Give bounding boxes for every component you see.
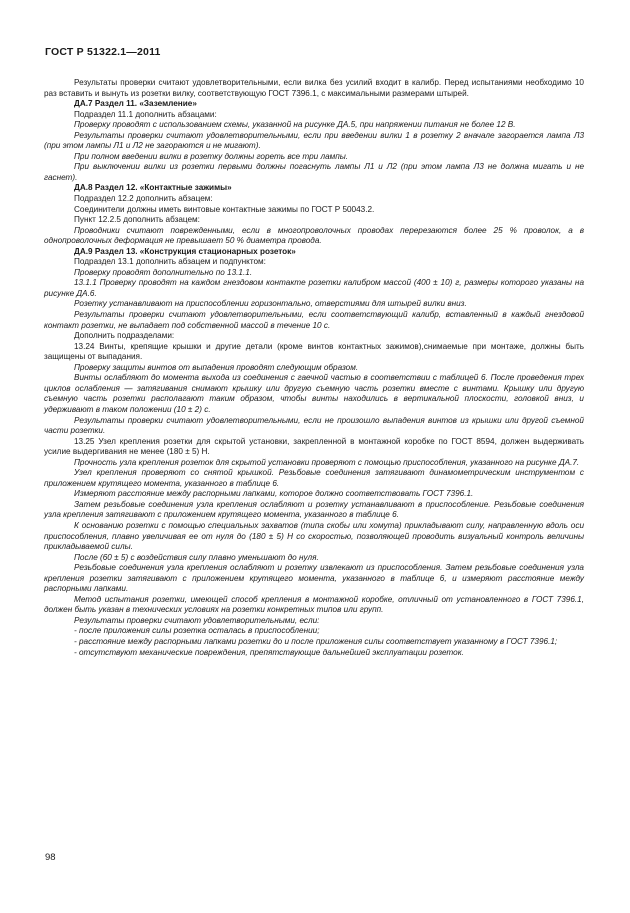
paragraph: 13.25 Узел крепления розетки для скрытой установки, закрепленной в монтажной коробке по ГОСТ 8594, должен выдерживать усилие выдергивания не менее (180 ± 5) Н. xyxy=(44,436,584,457)
paragraph: Результаты проверки считают удовлетворительными, если при введении вилки 1 в розетку 2 вначале загорается лампа Л3 (при этом лампы Л1 и Л2 не загораются и не мигают). xyxy=(44,130,584,151)
paragraph: Винты ослабляют до момента выхода из соединения с гаечной частью в соответствии с таблицей 6. После проведения трех циклов ослабления — затягивания снимают крышку или другую съемную часть розетки вместе с винтами. Крышку или другую съемную часть розетки располагают таким образом, чтобы винты находились в вертикальной плоскости, головкой вниз, и удерживают в таком положении (10 ± 2) с. xyxy=(44,373,584,414)
paragraph: Результаты проверки считают удовлетворительными, если соответствующий калибр, вставленный в каждый гнездовой контакт розетки, не выпадает под собственной массой в течение 10 с. xyxy=(44,310,584,330)
paragraph: Результаты проверки считают удовлетворительными, если вилка без усилий входит в калибр. Перед испытаниями необходимо 10 раз вставить и вынуть из розетки вилку, соответствующую ГОСТ 7396.1, с максимальными размерами штырей. xyxy=(44,78,584,98)
paragraph: 13.24 Винты, крепящие крышки и другие детали (кроме винтов контактных зажимов),снимаемые при монтаже, должны быть защищены от выпадания. xyxy=(44,341,584,362)
section-heading: ДА.7 Раздел 11. «Заземление» xyxy=(74,99,197,109)
paragraph: Розетку устанавливают на приспособлении горизонтально, отверстиями для штырей вилки вниз. xyxy=(74,299,467,309)
paragraph: При выключении вилки из розетки первыми должны погаснуть лампы Л1 и Л2 (при этом лампа Л3 не должна мигать и не гаснет). xyxy=(44,162,584,182)
paragraph: Затем резьбовые соединения узла крепления ослабляют и розетку устанавливают в приспособление. Резьбовые соединения узла крепления затягивают с приложением крутящего момента, указанного в таблице 6. xyxy=(44,499,584,520)
paragraph: Узел крепления проверяют со снятой крышкой. Резьбовые соединения затягивают динамометрическим инструментом с приложением крутящего момента, указанного в таблице 6. xyxy=(44,468,584,488)
paragraph: Результаты проверки считают удовлетворительными, если не произошло выпадения винтов из крышки или другой съемной части розетки. xyxy=(44,415,584,436)
section-heading: ДА.9 Раздел 13. «Конструкция стационарных розеток» xyxy=(74,246,296,256)
paragraph: Проверку защиты винтов от выпадения проводят следующим образом. xyxy=(74,362,359,372)
paragraph: Проверку проводят с использованием схемы, указанной на рисунке ДА.5, при напряжении питания не более 12 В. xyxy=(74,120,516,130)
document-body xyxy=(44,78,584,658)
paragraph: Соединители должны иметь винтовые контактные зажимы по ГОСТ Р 50043.2. xyxy=(74,204,375,214)
paragraph: Дополнить подразделами: xyxy=(74,331,175,341)
paragraph: Подраздел 11.1 дополнить абзацами: xyxy=(74,109,217,119)
document-header: ГОСТ Р 51322.1—2011 xyxy=(45,46,161,58)
section-heading: ДА.8 Раздел 12. «Контактные зажимы» xyxy=(74,183,232,193)
paragraph: Проводники считают поврежденными, если в многопроволочных проводах перерезаются более 25 % проволок, а в однопроволочных деформация не превышает 50 % диаметра провода. xyxy=(44,225,584,246)
paragraph: К основанию розетки с помощью специальных захватов (типа скобы или хомута) прикладывают силу, направленную вдоль оси приспособления, плавно увеличивая ее от нуля до (180 ± 5) Н со скоростью, позволяющей проводить визуальный контроль величины прикладываемой силы. xyxy=(44,520,584,552)
paragraph: 13.1.1 Проверку проводят на каждом гнездовом контакте розетки калибром массой (400 ± 10) г, размеры которого указаны на рисунке ДА.6. xyxy=(44,278,584,298)
paragraph: Результаты проверки считают удовлетворительными, если: xyxy=(74,615,320,625)
paragraph: Подраздел 13.1 дополнить абзацем и подпунктом: xyxy=(74,257,266,267)
page-number: 98 xyxy=(45,852,56,863)
paragraph: После (60 ± 5) с воздействия силу плавно уменьшают до нуля. xyxy=(74,552,319,562)
paragraph: - отсутствуют механические повреждения, препятствующие дальнейшей эксплуатации розеток. xyxy=(74,647,464,657)
paragraph: Проверку проводят дополнительно по 13.1.1. xyxy=(74,267,253,277)
paragraph: Подраздел 12.2 дополнить абзацем: xyxy=(74,194,213,204)
paragraph: - после приложения силы розетка осталась в приспособлении; xyxy=(74,626,320,636)
paragraph: - расстояние между распорными лапками розетки до и после приложения силы соответствует указанному в ГОСТ 7396.1; xyxy=(74,636,558,646)
paragraph: Резьбовые соединения узла крепления ослабляют и розетку извлекают из приспособления. Затем резьбовые соединения узла крепления розетки затягивают с приложением крутящего момента, указанного в таблице 6, и измеряют расстояние между распорными лапками. xyxy=(44,563,584,594)
paragraph: Пункт 12.2.5 дополнить абзацем: xyxy=(74,215,200,225)
paragraph: Прочность узла крепления розеток для скрытой установки проверяют с помощью приспособления, указанного на рисунке ДА.7. xyxy=(74,457,580,467)
paragraph: Метод испытания розетки, имеющей способ крепления в монтажной коробке, отличный от установленного в ГОСТ 7396.1, должен быть указан в технических условиях на розетки конкретных типов или групп. xyxy=(44,594,584,615)
paragraph: Измеряют расстояние между распорными лапками, которое должно соответствовать ГОСТ 7396.1. xyxy=(74,489,474,499)
paragraph: При полном введении вилки в розетку должны гореть все три лампы. xyxy=(74,151,349,161)
